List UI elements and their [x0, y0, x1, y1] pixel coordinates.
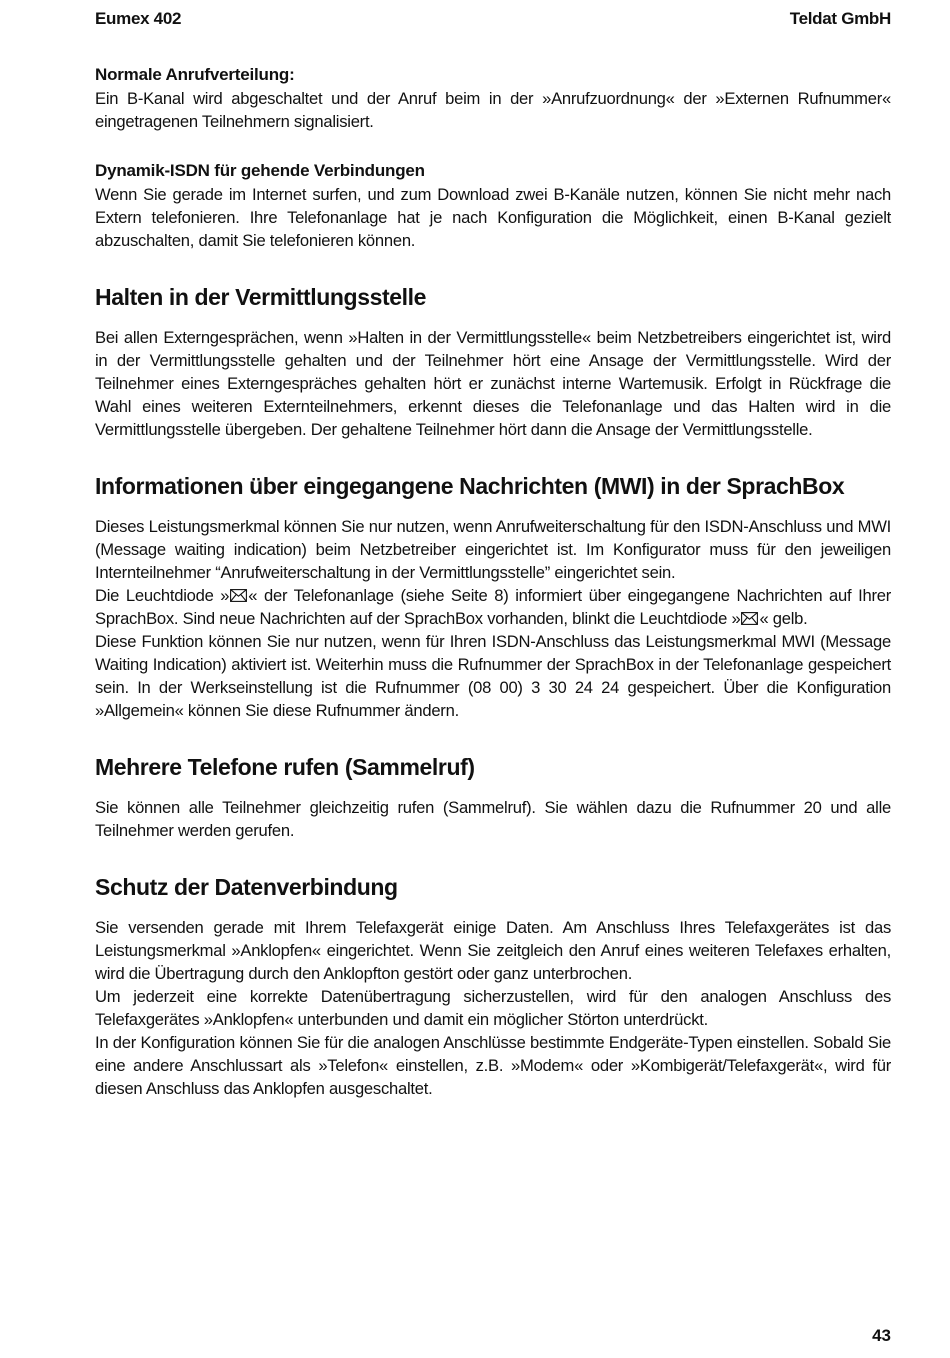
mwi-paragraph-2: [95, 584, 891, 630]
hold-text: Bei allen Externgesprächen, wenn »Halten in der Vermittlungsstelle« beim Netzbetreibers eingerichtet ist, wird in der Vermittlungsstelle gehalten und der Teilnehmer hört eine Ansage der Vermittlungsstelle. Wird der Teilnehmer eines Externgespräches gehalten hört er zunächst interne Wartemusik. Erfolgt in Rückfrage die Wahl eines weiteren Externteilnehmers, erkennt dieses die Telefonanlage und das Halten wird in die Vermittlungsstelle übergeben. Der gehaltene Teilnehmer hört dann die Ansage der Vermittlungsstelle.: [95, 328, 891, 439]
normal-call-text: Ein B-Kanal wird abgeschaltet und der Anruf beim in der »Anrufzuordnung« der »Externen Rufnummer« eingetragenen Teilnehmern signalisiert.: [95, 89, 891, 131]
mwi-p2-part-3: « gelb.: [759, 609, 808, 628]
page-content: [95, 63, 891, 1100]
page-number: 43: [872, 1326, 891, 1345]
data-protection-paragraph-1: Sie versenden gerade mit Ihrem Telefaxgerät einige Daten. Am Anschluss Ihres Telefaxgerätes ist das Leistungsmerkmal »Anklopfen« eingerichtet. Wenn Sie zeitgleich den Anruf eines weiteren Telefaxes erhalten, wird die Übertragung durch den Anklopfton gestört oder ganz unterbrochen.: [95, 918, 891, 983]
mwi-paragraph-3: Diese Funktion können Sie nur nutzen, wenn für Ihren ISDN-Anschluss das Leistungsmerkmal MWI (Message Waiting Indication) aktiviert ist. Weiterhin muss die Rufnummer der SprachBox in der Telefonanlage gespeichert sein. In der Werkseinstellung ist die Rufnummer (08 00) 3 30 24 24 gespeichert. Über die Konfiguration »Allgemein« können Sie diese Rufnummer ändern.: [95, 632, 891, 720]
hold-heading: Halten in der Vermittlungsstelle: [95, 284, 427, 310]
header-product: Eumex 402: [95, 9, 182, 28]
running-header: [95, 9, 891, 33]
mwi-heading: Informationen über eingegangene Nachrichten (MWI) in der SprachBox: [95, 473, 845, 499]
envelope-icon: [741, 612, 758, 625]
dynamic-isdn-heading: Dynamik-ISDN für gehende Verbindungen: [95, 161, 425, 180]
mwi-p2-part-1: Die Leuchtdiode »: [95, 586, 230, 605]
dynamic-isdn-text: Wenn Sie gerade im Internet surfen, und zum Download zwei B-Kanäle nutzen, können Sie nicht mehr nach Extern telefonieren. Ihre Telefonanlage hat je nach Konfiguration die Möglichkeit, einen B-Kanal gezielt abzuschalten, damit Sie telefonieren können.: [95, 185, 891, 250]
group-call-text: Sie können alle Teilnehmer gleichzeitig rufen (Sammelruf). Sie wählen dazu die Rufnummer 20 und alle Teilnehmer werden gerufen.: [95, 798, 891, 840]
mwi-paragraph-1: Dieses Leistungsmerkmal können Sie nur nutzen, wenn Anrufweiterschaltung für den ISDN-Anschluss und MWI (Message waiting indication) beim Netzbetreiber eingerichtet ist. Im Konfigurator muss für den jeweiligen Internteilnehmer “Anrufweiterschaltung in der Vermittlungsstelle” eingerichtet sein.: [95, 517, 891, 582]
data-protection-paragraph-3: In der Konfiguration können Sie für die analogen Anschlüsse bestimmte Endgeräte-Typen einstellen. Sobald Sie eine andere Anschlussart als »Telefon« einstellen, z.B. »Modem« oder »Kombigerät/Telefaxgerät«, wird für diesen Anschluss das Anklopfen ausgeschaltet.: [95, 1033, 891, 1098]
header-company: Teldat GmbH: [789, 9, 891, 28]
data-protection-paragraph-2: Um jederzeit eine korrekte Datenübertragung sicherzustellen, wird für den analogen Anschluss des Telefaxgerätes »Anklopfen« unterbunden und damit ein möglicher Störton unterdrückt.: [95, 987, 891, 1029]
manual-page: [95, 0, 891, 1358]
group-call-heading: Mehrere Telefone rufen (Sammelruf): [95, 754, 475, 780]
mwi-p2-part-2: « der Telefonanlage (siehe Seite 8) informiert über eingegangene Nachrichten auf Ihrer SprachBox. Sind neue Nachrichten auf der SprachBox vorhanden, blinkt die Leuchtdiode »: [95, 586, 891, 628]
envelope-icon: [230, 589, 247, 602]
normal-call-heading: Normale Anrufverteilung:: [95, 65, 295, 84]
data-protection-heading: Schutz der Datenverbindung: [95, 874, 398, 900]
